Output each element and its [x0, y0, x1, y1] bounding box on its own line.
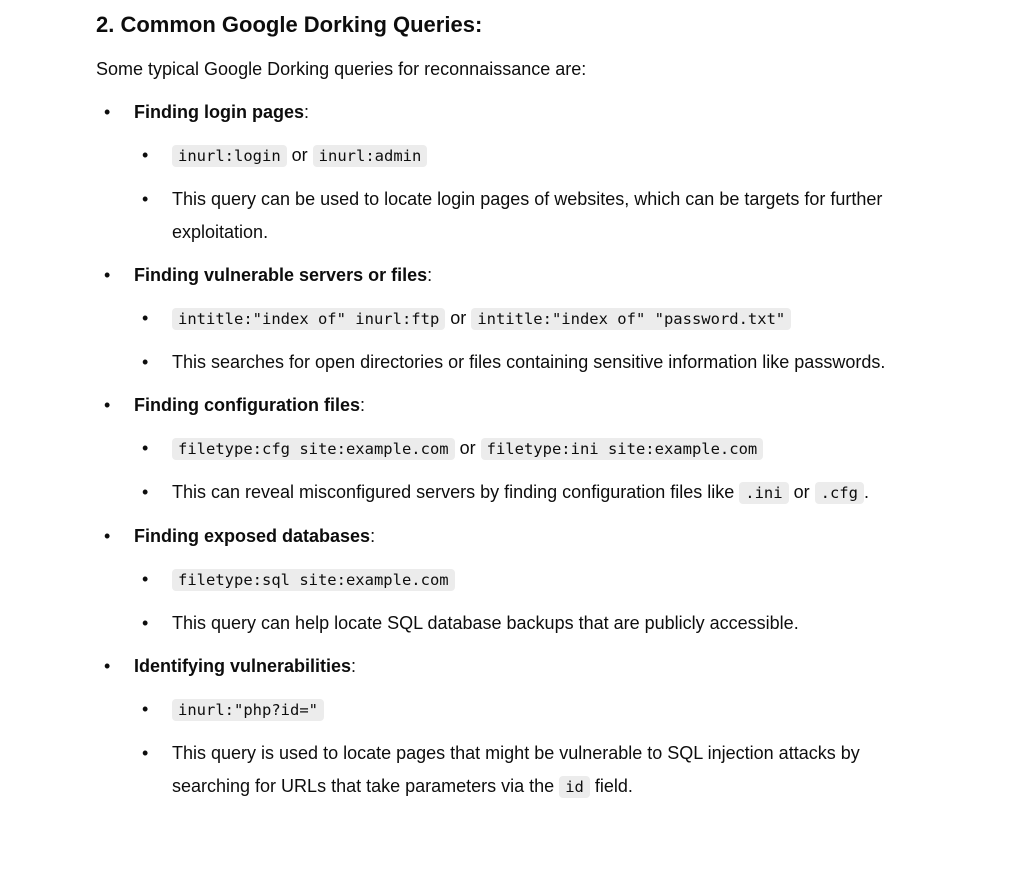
inline-code: .cfg — [815, 482, 864, 504]
or-text: or — [286, 145, 313, 165]
description-text: This query can be used to locate login pages of websites, which can be targets for further exploitation. — [172, 189, 883, 242]
bullet-icon: • — [142, 699, 149, 719]
inline-code: id — [559, 776, 590, 798]
colon: : — [427, 265, 433, 285]
description-text: This query is used to locate pages that might be vulnerable to SQL injection attacks by searching for URLs that take parameters via the — [172, 743, 860, 796]
query-list — [96, 96, 936, 804]
item-title: Identifying vulnerabilities — [134, 656, 352, 676]
queries-item — [134, 693, 936, 727]
list-item-1 — [96, 96, 936, 249]
list-item-4 — [96, 520, 936, 640]
document — [96, 8, 936, 804]
or-text: or — [454, 438, 481, 458]
sub-list — [134, 139, 936, 249]
description-text: field. — [589, 776, 633, 796]
bullet-icon: • — [104, 656, 111, 676]
query-code: inurl:"php?id=" — [172, 699, 324, 721]
query-code: filetype:cfg site:example.com — [172, 438, 455, 460]
query-code: filetype:sql site:example.com — [172, 569, 455, 591]
section-heading: 2. Common Google Dorking Queries: — [96, 12, 483, 37]
bullet-icon: • — [142, 743, 149, 763]
bullet-icon: • — [104, 265, 111, 285]
query-code: inurl:admin — [313, 145, 428, 167]
item-title: Finding login pages — [134, 102, 304, 122]
query-code: filetype:ini site:example.com — [481, 438, 764, 460]
bullet-icon: • — [104, 526, 111, 546]
sub-list — [134, 563, 936, 640]
bullet-icon: • — [142, 352, 149, 372]
colon: : — [304, 102, 310, 122]
item-title: Finding configuration files — [134, 395, 360, 415]
queries-item — [134, 139, 936, 173]
bullet-icon: • — [142, 438, 149, 458]
description-text: This can reveal misconfigured servers by finding configuration files like — [172, 482, 740, 502]
bullet-icon: • — [104, 395, 111, 415]
sub-list — [134, 302, 936, 379]
description-item — [134, 737, 936, 804]
query-code: inurl:login — [172, 145, 287, 167]
colon: : — [370, 526, 376, 546]
colon: : — [351, 656, 357, 676]
list-item-3 — [96, 389, 936, 510]
description-text: . — [863, 482, 869, 502]
description-item — [134, 183, 936, 249]
bullet-icon: • — [142, 569, 149, 589]
sub-list — [134, 432, 936, 510]
bullet-icon: • — [142, 613, 149, 633]
bullet-icon: • — [142, 308, 149, 328]
description-text: This query can help locate SQL database backups that are publicly accessible. — [172, 613, 799, 633]
list-item-2 — [96, 259, 936, 379]
bullet-icon: • — [142, 145, 149, 165]
or-text: or — [445, 308, 472, 328]
intro-paragraph: Some typical Google Dorking queries for reconnaissance are: — [96, 59, 587, 79]
inline-code: .ini — [739, 482, 788, 504]
query-code: intitle:"index of" "password.txt" — [471, 308, 791, 330]
queries-item — [134, 302, 936, 336]
item-title: Finding exposed databases — [134, 526, 371, 546]
description-item — [134, 476, 936, 510]
bullet-icon: • — [104, 102, 111, 122]
colon: : — [359, 395, 365, 415]
description-text: This searches for open directories or files containing sensitive information like passwords. — [172, 352, 886, 372]
query-code: intitle:"index of" inurl:ftp — [172, 308, 445, 330]
queries-item — [134, 563, 936, 597]
item-title: Finding vulnerable servers or files — [134, 265, 428, 285]
description-text: or — [788, 482, 815, 502]
bullet-icon: • — [142, 189, 149, 209]
bullet-icon: • — [142, 482, 149, 502]
queries-item — [134, 432, 936, 466]
description-item — [134, 607, 936, 640]
sub-list — [134, 693, 936, 804]
description-item — [134, 346, 936, 379]
list-item-5 — [96, 650, 936, 804]
